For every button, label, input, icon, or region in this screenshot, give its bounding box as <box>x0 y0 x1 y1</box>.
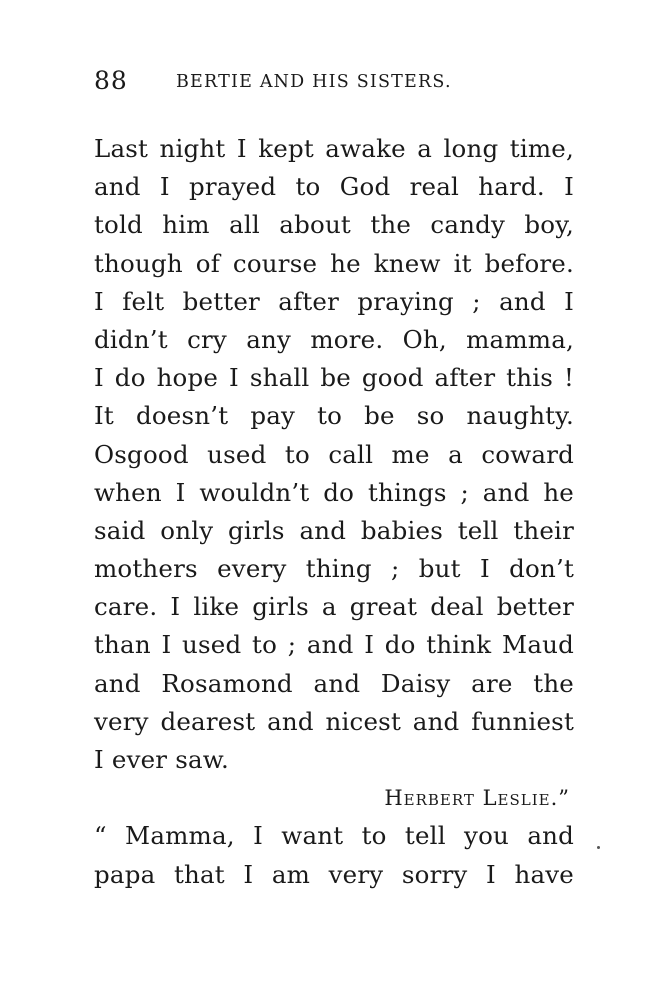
text-line: “ Mamma, I want to tell you and <box>94 821 574 851</box>
text-line: care. I like girls a great deal better <box>94 592 574 622</box>
text-line: said only girls and babies tell their <box>94 515 574 545</box>
text-line: and I prayed to God real hard. I <box>94 172 574 202</box>
text-line: than I used to ; and I do think Maud <box>94 630 574 660</box>
text-line: though of course he knew it before. <box>94 248 574 278</box>
text-line: didn’t cry any more. Oh, mamma, <box>94 324 574 354</box>
text-line: when I wouldn’t do things ; and he <box>94 477 574 507</box>
text-line: I ever saw. <box>94 745 230 774</box>
running-title: BERTIE AND HIS SISTERS. <box>176 72 452 92</box>
text-line: I felt better after praying ; and I <box>94 286 574 316</box>
text-line: I do hope I shall be good after this ! <box>94 363 574 393</box>
page-number: 88 <box>94 66 128 95</box>
text-line: told him all about the candy boy, <box>94 210 574 240</box>
text-line: Osgood used to call me a coward <box>94 439 574 469</box>
page-header <box>94 66 574 100</box>
text-line: mothers every thing ; but I don’t <box>94 554 574 584</box>
body-text <box>94 130 574 894</box>
text-line: Last night I kept awake a long time, <box>94 134 574 163</box>
text-line: very dearest and nicest and funniest <box>94 706 574 736</box>
text-line: and Rosamond and Daisy are the <box>94 668 574 698</box>
signature: Herbert Leslie.” <box>384 786 570 811</box>
text-line: papa that I am very sorry I have <box>94 859 574 889</box>
speck-mark <box>597 846 600 849</box>
text-line: It doesn’t pay to be so naughty. <box>94 401 574 431</box>
